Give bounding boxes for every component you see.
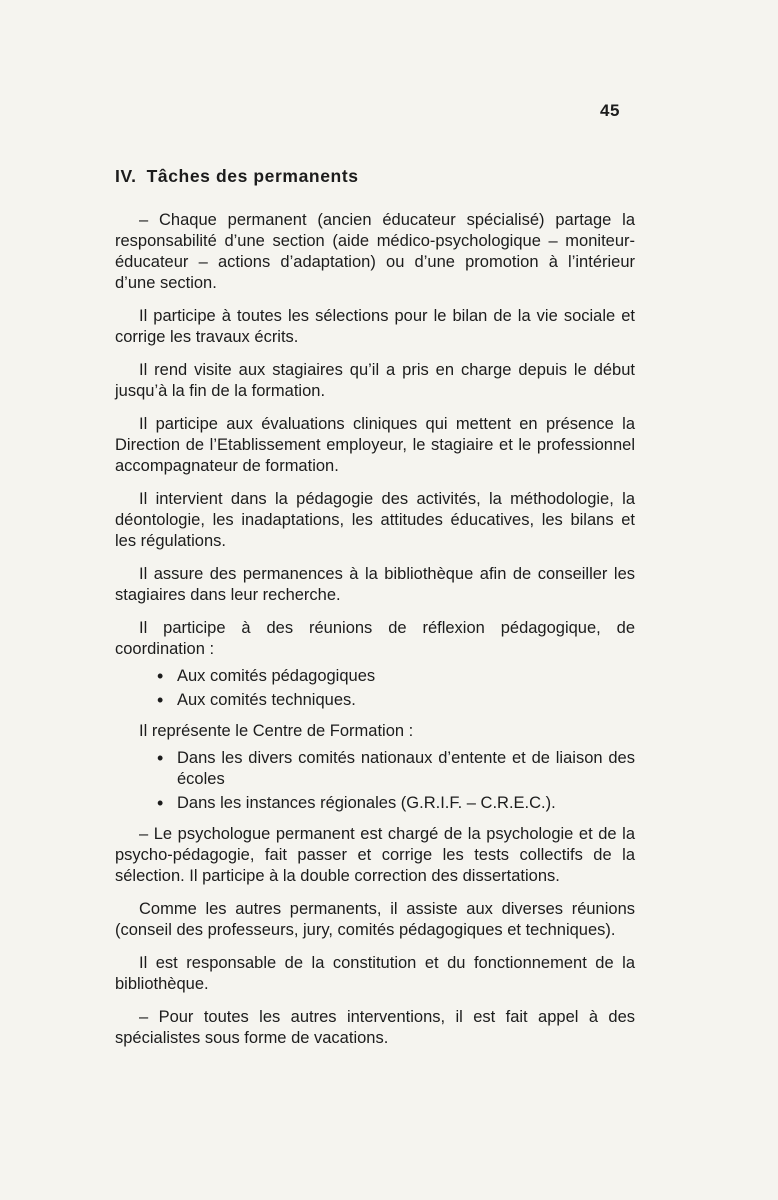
paragraph-represents: Il représente le Centre de Formation :	[139, 722, 414, 740]
section-heading	[115, 166, 359, 187]
paragraph-permanent-responsibility: – Chaque permanent (ancien éducateur spécialisé) partage la responsabilité d’une section (aide médico-psychologique – moniteur-éducateur – actions d’adaptation) ou d’une promotion à l’intérieur d’une section.	[115, 211, 635, 292]
paragraph-pedagogy: Il intervient dans la pédagogie des activités, la méthodologie, la déontologie, les inadaptations, les attitudes éducatives, les bilans et les régulations.	[115, 490, 635, 550]
paragraph-selections: Il participe à toutes les sélections pour le bilan de la vie sociale et corrige les travaux écrits.	[115, 307, 635, 346]
paragraph-psychologist: – Le psychologue permanent est chargé de la psychologie et de la psycho-pédagogie, fait passer et corrige les tests collectifs de la sélection. Il participe à la double correction des dissertations.	[115, 825, 635, 885]
paragraph-visits: Il rend visite aux stagiaires qu’il a pris en charge depuis le début jusqu’à la fin de la formation.	[115, 361, 635, 400]
list-item: • Dans les divers comités nationaux d’entente et de liaison des écoles	[157, 748, 635, 790]
meetings-list	[115, 666, 635, 711]
section-roman-numeral: IV.	[115, 166, 137, 186]
paragraph-meetings: Il participe à des réunions de réflexion pédagogique, de coordination :	[115, 619, 635, 658]
representation-list	[115, 748, 635, 814]
page-number: 45	[600, 101, 620, 120]
list-item: • Aux comités pédagogiques	[157, 666, 635, 687]
section-body	[115, 210, 635, 1061]
list-item: • Aux comités techniques.	[157, 690, 635, 711]
paragraph-library-responsibility: Il est responsable de la constitution et du fonctionnement de la bibliothèque.	[115, 954, 635, 993]
paragraph-evaluations: Il participe aux évaluations cliniques qui mettent en présence la Direction de l’Etablissement employeur, le stagiaire et le professionnel accompagnateur de formation.	[115, 415, 635, 475]
paragraph-library-hours: Il assure des permanences à la bibliothèque afin de conseiller les stagiaires dans leur recherche.	[115, 565, 635, 604]
list-item: • Dans les instances régionales (G.R.I.F. – C.R.E.C.).	[157, 793, 635, 814]
section-title: Tâches des permanents	[146, 166, 359, 186]
paragraph-specialists: – Pour toutes les autres interventions, il est fait appel à des spécialistes sous forme de vacations.	[115, 1008, 635, 1047]
paragraph-other-meetings: Comme les autres permanents, il assiste aux diverses réunions (conseil des professeurs, jury, comités pédagogiques et techniques).	[115, 900, 635, 939]
